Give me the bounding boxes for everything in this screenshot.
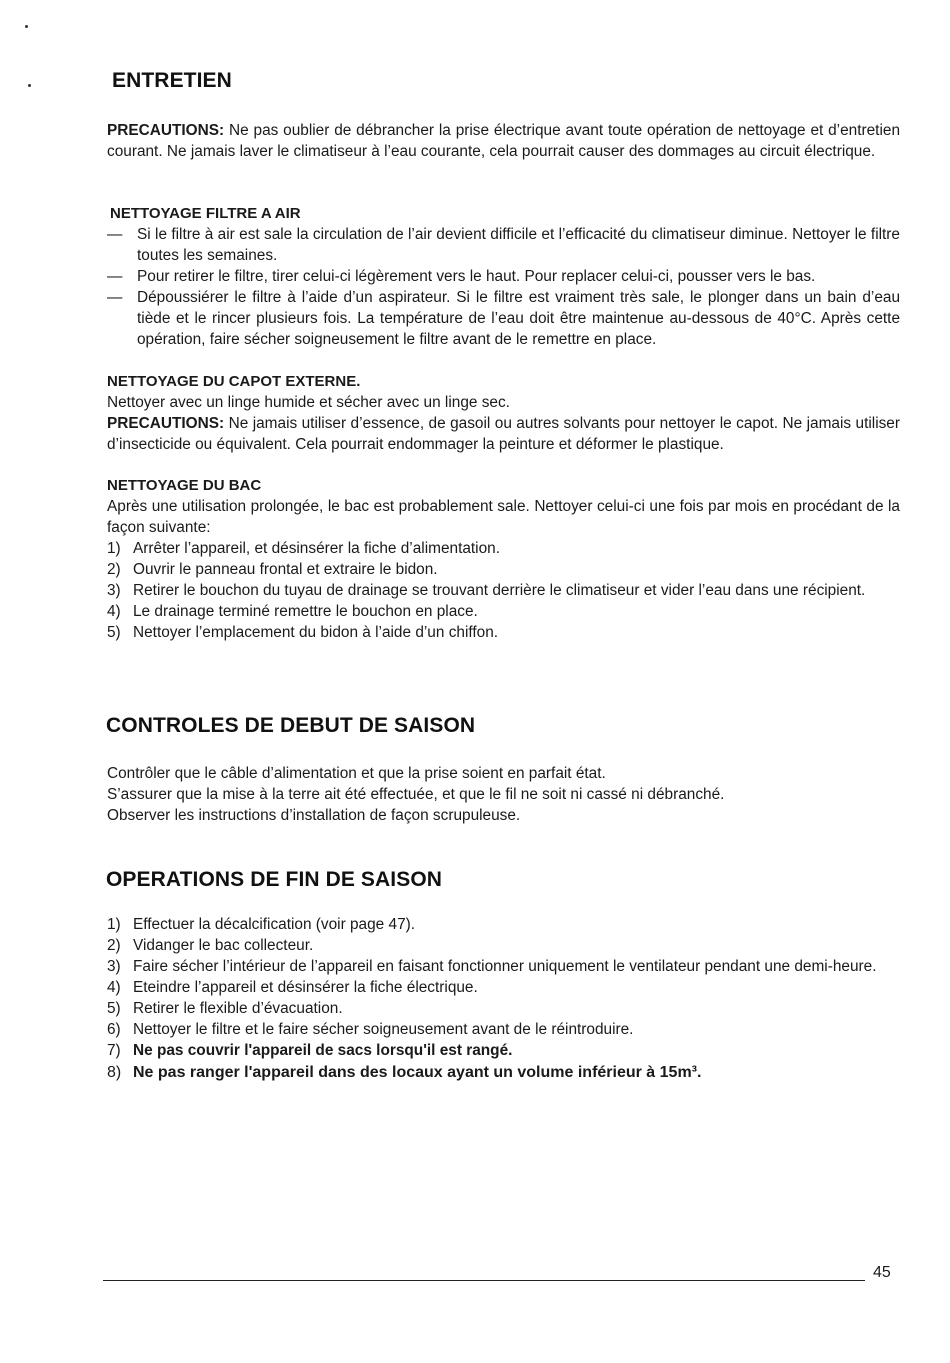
bac-heading: NETTOYAGE DU BAC — [107, 477, 262, 494]
list-item-warning — [107, 1040, 900, 1061]
list-number: 1) — [107, 916, 121, 933]
section-title-operations: OPERATIONS DE FIN DE SAISON — [106, 868, 443, 891]
bac-section — [107, 475, 900, 643]
list-item — [107, 601, 900, 622]
list-item — [107, 266, 900, 287]
scan-speck — [28, 84, 31, 87]
list-item-text: Le drainage terminé remettre le bouchon en place. — [133, 603, 478, 620]
list-item-text: Si le filtre à air est sale la circulation de l’air devient difficile et l’efficacité du climatiseur diminue. Nettoyer le filtre toutes les semaines. — [137, 226, 900, 264]
list-item — [107, 622, 900, 643]
section-title-controles: CONTROLES DE DEBUT DE SAISON — [106, 714, 476, 737]
list-item-text: Dépoussiérer le filtre à l’aide d’un aspirateur. Si le filtre est vraiment très sale, le plonger dans un bain d’eau tiède et le rincer plusieurs fois. La température de l’eau doit être maintenue au-dessous de 40°C. Après cette opération, faire sécher soigneusement le filtre avant de le remettre en place. — [137, 289, 900, 348]
list-item-text: Ne pas ranger l'appareil dans des locaux ayant un volume inférieur à 15m³. — [133, 1064, 702, 1081]
list-number: 5) — [107, 624, 121, 641]
precautions-label: PRECAUTIONS: — [107, 122, 225, 139]
capot-precautions-label: PRECAUTIONS: — [107, 415, 225, 432]
section-title-entretien: ENTRETIEN — [112, 69, 232, 92]
list-item — [107, 287, 900, 350]
list-number: 8) — [107, 1064, 122, 1081]
list-item-text: Effectuer la décalcification (voir page 47). — [133, 916, 416, 933]
controles-line: Observer les instructions d’installation de façon scrupuleuse. — [107, 807, 521, 824]
list-item — [107, 559, 900, 580]
capot-section — [107, 371, 900, 455]
list-number: 7) — [107, 1042, 121, 1059]
list-item — [107, 977, 900, 998]
operations-section — [107, 914, 900, 1085]
list-number: 3) — [107, 582, 121, 599]
controles-line: Contrôler que le câble d’alimentation et que la prise soient en parfait état. — [107, 765, 606, 782]
list-item-text: Pour retirer le filtre, tirer celui-ci légèrement vers le haut. Pour replacer celui-ci, pousser vers le bas. — [137, 268, 816, 285]
precautions-text: Ne pas oublier de débrancher la prise électrique avant toute opération de nettoyage et d’entretien courant. Ne jamais laver le climatiseur à l’eau courante, cela pourrait causer des dommages au circuit électrique. — [107, 122, 900, 160]
dash-marker: — — [107, 289, 123, 306]
capot-heading: NETTOYAGE DU CAPOT EXTERNE. — [107, 373, 361, 390]
list-number: 4) — [107, 979, 121, 996]
list-number: 5) — [107, 1000, 121, 1017]
list-item — [107, 935, 900, 956]
list-item-text: Vidanger le bac collecteur. — [133, 937, 314, 954]
list-item-text: Ouvrir le panneau frontal et extraire le bidon. — [133, 561, 438, 578]
list-item-text: Nettoyer le filtre et le faire sécher soigneusement avant de le réintroduire. — [133, 1021, 634, 1038]
dash-marker: — — [107, 268, 123, 285]
filtre-heading: NETTOYAGE FILTRE A AIR — [110, 205, 301, 222]
list-item — [107, 956, 900, 977]
list-item-text: Faire sécher l’intérieur de l’appareil en faisant fonctionner uniquement le ventilateur pendant une demi-heure. — [133, 958, 877, 975]
list-item-text: Retirer le bouchon du tuyau de drainage se trouvant derrière le climatiseur et vider l’eau dans une récipient. — [133, 582, 866, 599]
list-item — [107, 224, 900, 266]
bac-intro: Après une utilisation prolongée, le bac est probablement sale. Nettoyer celui-ci une fois par mois en procédant de la façon suivante: — [107, 498, 900, 536]
list-number: 6) — [107, 1021, 121, 1038]
list-item — [107, 914, 900, 935]
list-number: 2) — [107, 561, 121, 578]
dash-marker: — — [107, 226, 123, 243]
list-item — [107, 580, 900, 601]
list-item-warning — [107, 1061, 900, 1085]
controles-line: S’assurer que la mise à la terre ait été effectuée, et que le fil ne soit ni cassé ni débranché. — [107, 786, 725, 803]
footer-rule — [103, 1280, 865, 1281]
list-number: 2) — [107, 937, 121, 954]
capot-precautions-text: Ne jamais utiliser d’essence, de gasoil ou autres solvants pour nettoyer le capot. Ne jamais utiliser d’insecticide ou équivalent. Cela pourrait endommager la peinture et déformer le plastique. — [107, 415, 900, 453]
list-item-text: Ne pas couvrir l'appareil de sacs lorsqu'il est rangé. — [133, 1042, 513, 1059]
list-item — [107, 538, 900, 559]
list-item-text: Nettoyer l’emplacement du bidon à l’aide d’un chiffon. — [133, 624, 499, 641]
list-number: 1) — [107, 540, 121, 557]
capot-text: Nettoyer avec un linge humide et sécher avec un linge sec. — [107, 394, 510, 411]
list-item-text: Retirer le flexible d’évacuation. — [133, 1000, 343, 1017]
list-number: 3) — [107, 958, 121, 975]
list-item — [107, 1019, 900, 1040]
entretien-precautions — [107, 120, 900, 162]
page-number: 45 — [873, 1264, 891, 1281]
list-item-text: Arrêter l’appareil, et désinsérer la fiche d’alimentation. — [133, 540, 500, 557]
scan-speck — [25, 25, 28, 28]
controles-section — [107, 763, 900, 826]
list-item — [107, 998, 900, 1019]
list-number: 4) — [107, 603, 121, 620]
filtre-section — [107, 203, 900, 350]
list-item-text: Eteindre l’appareil et désinsérer la fiche électrique. — [133, 979, 478, 996]
